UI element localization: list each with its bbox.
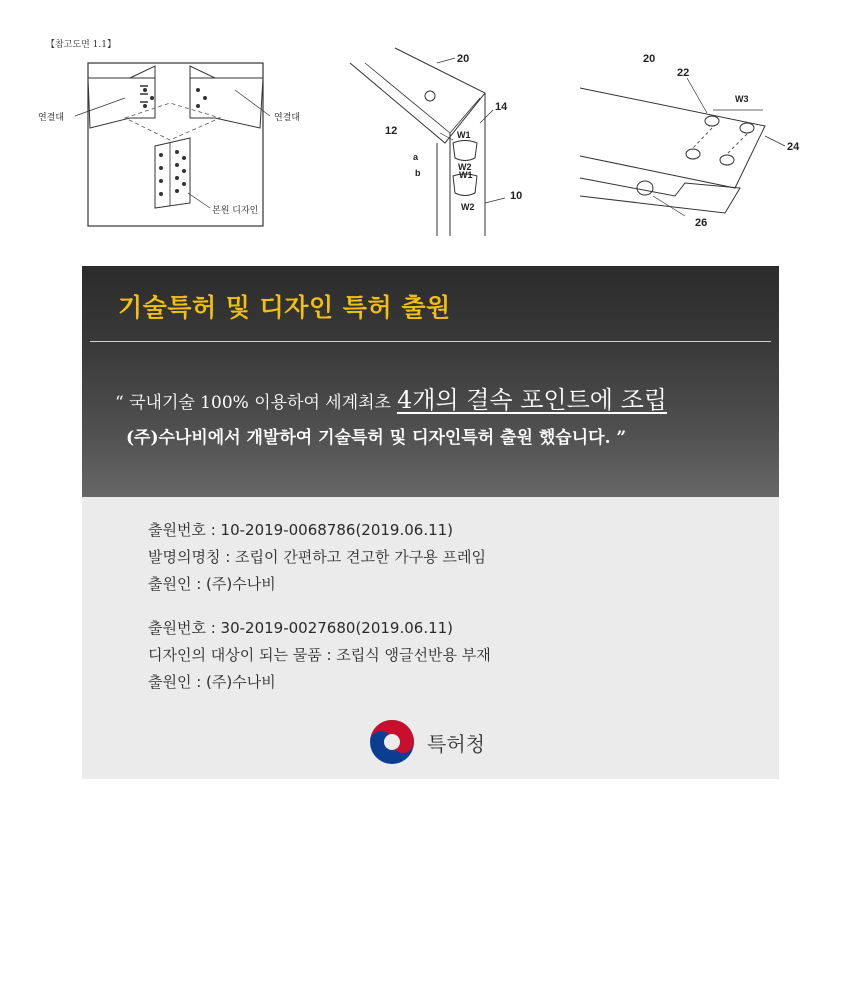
banner-emphasis: 4개의 결속 포인트에 조립: [396, 386, 667, 414]
patent-banner: [82, 266, 779, 497]
kipo-logo: [367, 717, 485, 767]
taegeuk-icon: [367, 717, 417, 767]
svg-text:12: 12: [385, 125, 398, 137]
svg-text:20: 20: [643, 53, 656, 65]
svg-text:22: 22: [677, 67, 690, 79]
svg-text:20: 20: [457, 53, 470, 65]
patent-info-panel: [82, 497, 779, 779]
banner-divider: [90, 341, 771, 342]
svg-text:W1: W1: [457, 130, 471, 140]
svg-text:b: b: [415, 168, 421, 178]
svg-text:10: 10: [510, 190, 523, 202]
svg-text:W1: W1: [459, 170, 473, 180]
patent-1: 출원번호 : 10-2019-0068786(2019.06.11) 발명의명칭 : 조립이 간편하고 견고한 가구용 프레임 출원인 : (주)수나비: [148, 521, 486, 593]
banner-title: 기술특허 및 디자인 특허 출원: [118, 293, 451, 322]
reference-label: 【참고도면 1.1】: [46, 40, 116, 50]
label-connector-left: 연결대: [38, 113, 65, 123]
svg-text:24: 24: [787, 141, 800, 153]
figure-rail-detail: [575, 48, 815, 238]
label-connector-right: 연결대: [274, 113, 301, 123]
kipo-name: 특허청: [427, 731, 485, 756]
svg-text:26: 26: [695, 217, 708, 229]
svg-text:W2: W2: [461, 202, 475, 212]
banner-quote-line1: “ 국내기술 100% 이용하여 세계최초 4개의 결속 포인트에 조립: [115, 386, 667, 414]
svg-text:W2: W2: [458, 162, 472, 172]
label-design: 본원 디자인: [212, 206, 259, 216]
figure-post-detail: [345, 48, 545, 238]
patent-2: 출원번호 : 30-2019-0027680(2019.06.11) 디자인의 대상이 되는 물품 : 조립식 앵글선반용 부재 출원인 : (주)수나비: [148, 619, 491, 691]
svg-text:a: a: [413, 152, 419, 162]
figure-corner-design: [30, 58, 301, 233]
svg-text:W3: W3: [735, 94, 749, 104]
banner-quote-line2: (주)수나비에서 개발하여 기술특허 및 디자인특허 출원 했습니다. ”: [126, 428, 627, 448]
svg-text:14: 14: [495, 101, 508, 113]
